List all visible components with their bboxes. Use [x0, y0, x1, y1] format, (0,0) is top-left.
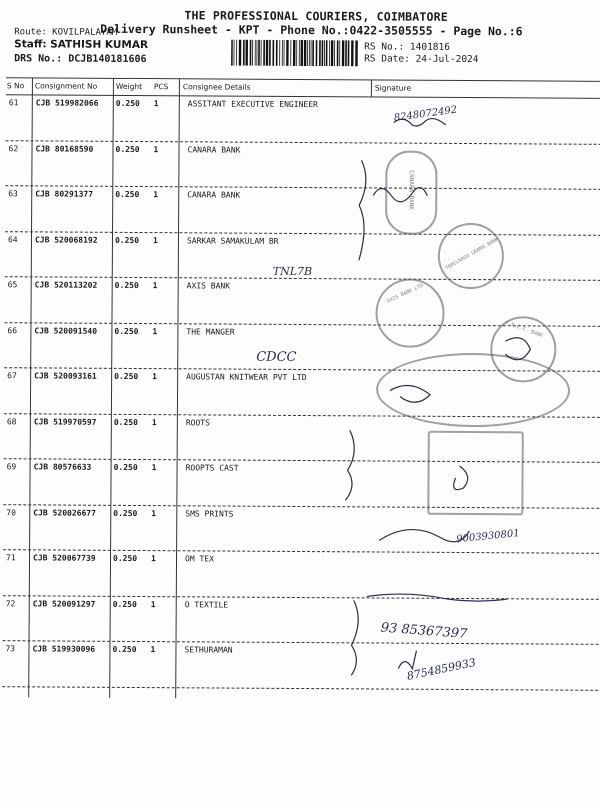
- document-subtitle: Delivery Runsheet - KPT - Phone No.:0422-3505555 - Page No.:6: [100, 21, 523, 39]
- row-weight: 0.250: [113, 508, 138, 518]
- header-weight: Weight: [115, 81, 143, 92]
- row-sno: 65: [7, 280, 18, 290]
- axis-stamp-text: AXIS BANK LTD: [386, 282, 425, 305]
- header-consignment: Consignment No: [34, 81, 98, 91]
- row-weight: 0.250: [115, 98, 140, 109]
- row-pcs: 1: [151, 463, 157, 473]
- canara-stamp-text: CANARA BANK: [407, 170, 415, 211]
- row-consignment-no: CJB 519930096: [32, 644, 96, 654]
- grama-stamp-text: TAMILNADU GRAMA BANK: [444, 236, 500, 272]
- staff-value: SATHISH KUMAR: [50, 38, 149, 52]
- handwritten-phone-row73: 8754859933: [405, 655, 477, 683]
- row-pcs: 1: [153, 190, 159, 200]
- row-consignment-no: CJB 520091540: [34, 325, 98, 336]
- row-sno: 73: [5, 644, 16, 654]
- document-title: THE PROFESSIONAL COURIERS, COIMBATORE: [184, 8, 448, 24]
- row-weight: 0.250: [114, 371, 139, 382]
- drs-value: DCJB140181606: [68, 53, 147, 66]
- row-sno: 62: [8, 143, 19, 153]
- row-pcs: 1: [152, 326, 158, 336]
- handwritten-note-row66: CDCC: [256, 349, 297, 365]
- row-consignment-no: CJB 519970597: [33, 416, 97, 427]
- row-consignee: O TEXTILE: [184, 599, 229, 610]
- row-consignment-no: CJB 519982066: [35, 98, 99, 108]
- row-consignee: ROOPTS CAST: [185, 463, 239, 473]
- row-pcs: 1: [150, 599, 156, 609]
- row-pcs: 1: [153, 99, 159, 109]
- row-consignment-no: CJB 520068192: [34, 234, 98, 245]
- route-value: KOVILPALAYAM: [52, 27, 118, 38]
- rs-no-label: RS No.:: [364, 41, 405, 53]
- row-consignee: SMS PRINTS: [185, 508, 234, 519]
- row-consignment-no: CJB 520091297: [32, 598, 96, 609]
- row-weight: 0.250: [114, 280, 139, 291]
- drs-label: DRS No.:: [14, 53, 63, 65]
- handwritten-phone-row70: 9003930801: [455, 528, 521, 546]
- row-pcs: 1: [152, 281, 158, 291]
- row-sno: 66: [7, 325, 18, 335]
- row-weight: 0.250: [113, 462, 138, 473]
- row-pcs: 1: [152, 235, 158, 245]
- handwritten-note-row64: TNL7B: [272, 264, 313, 279]
- row-consignee: OM TEX: [185, 554, 214, 564]
- row-consignee: CANARA BANK: [187, 144, 241, 155]
- row-pcs: 1: [151, 508, 157, 518]
- row-consignment-no: CJB 80576633: [33, 462, 92, 472]
- row-sno: 71: [6, 553, 16, 563]
- row-weight: 0.250: [115, 189, 140, 200]
- row-pcs: 1: [150, 645, 156, 655]
- row-weight: 0.250: [114, 235, 140, 245]
- row-sno: 72: [5, 598, 16, 608]
- row-sno: 61: [8, 98, 19, 108]
- row-weight: 0.250: [112, 599, 137, 609]
- header-consignee: Consignee Details: [182, 82, 251, 92]
- rs-no-value: 1401816: [409, 41, 451, 53]
- row-consignment-no: CJB 520067739: [33, 553, 96, 563]
- route-label: Route:: [14, 27, 47, 38]
- row-sno: 67: [7, 371, 17, 381]
- row-pcs: 1: [151, 554, 156, 564]
- row-weight: 0.250: [113, 417, 138, 427]
- row-consignment-no: CJB 520026677: [33, 507, 96, 518]
- row-consignee: ROOTS: [185, 417, 210, 427]
- row-consignee: SETHURAMAN: [184, 645, 233, 655]
- handwritten-phone-row72: 93 85367397: [380, 620, 468, 643]
- row-consignee: THE MANGER: [186, 326, 235, 337]
- row-weight: 0.250: [113, 553, 138, 564]
- row-weight: 0.250: [112, 644, 137, 655]
- row-pcs: 1: [153, 144, 159, 154]
- row-sno: 70: [6, 507, 16, 517]
- row-sno: 69: [6, 462, 17, 472]
- row-consignee: ASSITANT EXECUTIVE ENGINEER: [187, 99, 318, 110]
- header-pcs: PCS: [153, 82, 169, 92]
- cdcc-stamp-text: C.D.C.C. BANK: [504, 319, 544, 339]
- handwritten-phone-row61: 8248072492: [393, 104, 458, 124]
- header-signature: Signature: [374, 83, 412, 93]
- row-consignment-no: CJB 80168590: [35, 143, 94, 154]
- row-consignment-no: CJB 520093161: [34, 371, 97, 381]
- header-sno: S No: [6, 81, 25, 91]
- row-weight: 0.250: [115, 144, 140, 154]
- staff-label: Staff:: [14, 38, 47, 51]
- row-sno: 63: [8, 189, 18, 199]
- row-consignee: CANARA BANK: [187, 190, 241, 200]
- row-consignee: AXIS BANK: [186, 281, 231, 291]
- rs-date-value: 24-Jul-2024: [415, 53, 479, 66]
- row-consignee: AUGUSTAN KNITWEAR PVT LTD: [186, 372, 307, 383]
- row-sno: 64: [7, 234, 18, 244]
- row-consignment-no: CJB 80291377: [35, 189, 94, 199]
- row-pcs: 1: [151, 417, 157, 427]
- row-pcs: 1: [152, 372, 157, 382]
- row-weight: 0.250: [114, 326, 139, 336]
- row-consignment-no: CJB 520113202: [34, 280, 98, 290]
- row-sno: 68: [6, 416, 17, 426]
- row-consignee: SARKAR SAMAKULAM BR: [186, 235, 279, 246]
- rs-date-label: RS Date:: [364, 53, 410, 65]
